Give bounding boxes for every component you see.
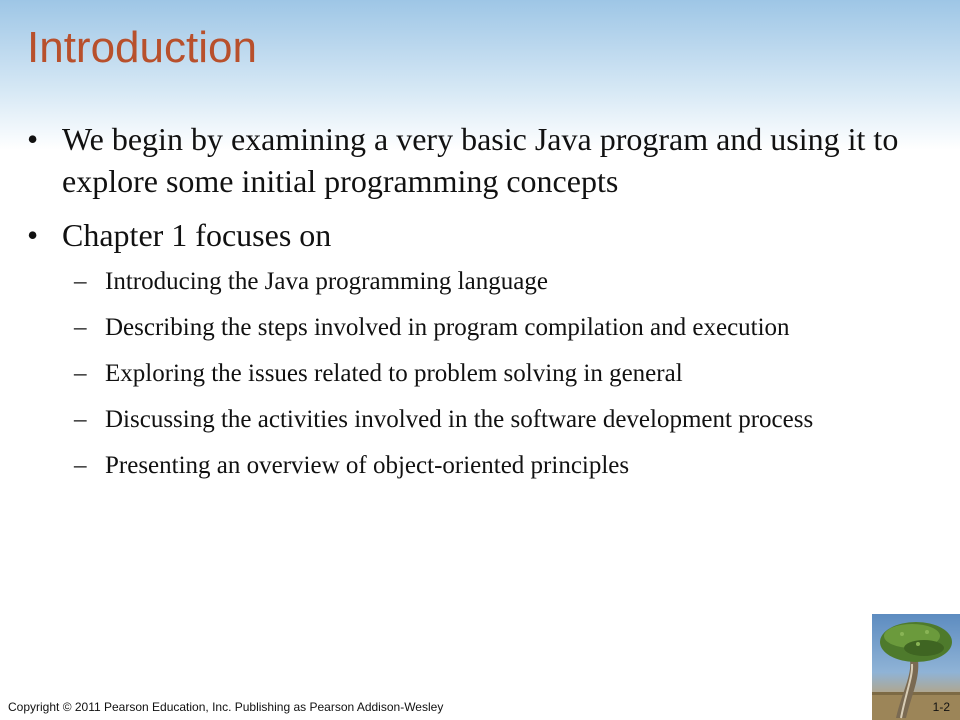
bullet-text: Chapter 1 focuses on bbox=[62, 217, 332, 253]
sub-bullet-text: Describing the steps involved in program compilation and execution bbox=[105, 314, 790, 341]
sub-bullet-item bbox=[0, 404, 930, 436]
sub-bullet-item bbox=[0, 358, 930, 390]
slide-title: Introduction bbox=[27, 23, 257, 72]
sub-bullet-marker: – bbox=[74, 406, 87, 433]
bullet-marker: • bbox=[27, 217, 39, 253]
bullet-marker: • bbox=[27, 121, 39, 157]
slide-content bbox=[0, 118, 930, 496]
bullet-item bbox=[0, 118, 930, 202]
sub-bullet-item bbox=[0, 266, 930, 298]
bullet-text: We begin by examining a very basic Java program and using it to explore some initial programming concepts bbox=[62, 121, 899, 199]
topiary-tree-image bbox=[872, 614, 960, 720]
sub-bullet-text: Discussing the activities involved in the software development process bbox=[105, 406, 814, 433]
sub-bullet-text: Introducing the Java programming language bbox=[105, 268, 548, 295]
sub-bullet-text: Exploring the issues related to problem solving in general bbox=[105, 360, 683, 387]
sub-bullet-item bbox=[0, 312, 930, 344]
sub-bullet-item bbox=[0, 450, 930, 482]
sub-bullet-marker: – bbox=[74, 314, 87, 341]
sub-bullet-text: Presenting an overview of object-oriented principles bbox=[105, 452, 630, 479]
bullet-item bbox=[0, 214, 930, 256]
sub-bullet-marker: – bbox=[74, 452, 87, 479]
sub-bullet-marker: – bbox=[74, 268, 87, 295]
footer-copyright: Copyright © 2011 Pearson Education, Inc. Publishing as Pearson Addison-Wesley bbox=[8, 700, 444, 714]
page-number: 1-2 bbox=[932, 700, 950, 714]
sub-bullet-list bbox=[0, 266, 930, 482]
sub-bullet-marker: – bbox=[74, 360, 87, 387]
